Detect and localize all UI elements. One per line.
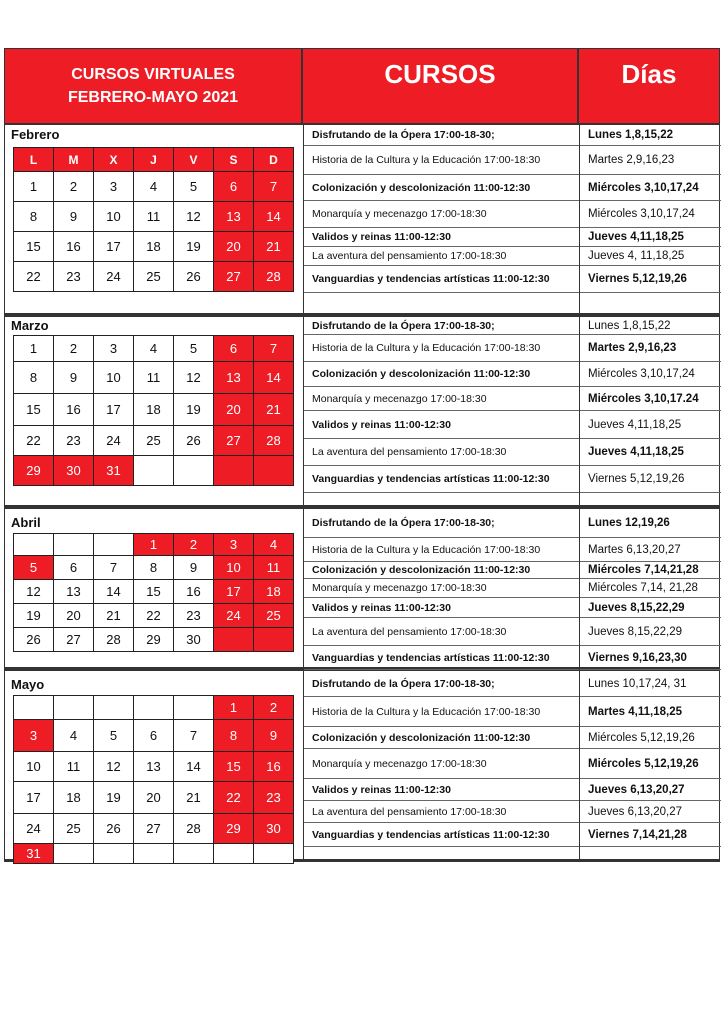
calendar-day: 7 (93, 555, 134, 580)
calendar-day: 10 (213, 555, 254, 580)
calendar-day: 30 (253, 813, 294, 844)
calendar-day: 8 (13, 361, 54, 394)
calendar-day: 26 (173, 261, 214, 292)
calendar-grid (13, 147, 293, 291)
calendar-day: 1 (13, 335, 54, 362)
weekday-header: D (253, 147, 294, 172)
course-name: Colonización y descolonización 11:00-12:30 (304, 562, 579, 579)
calendar-day: 5 (93, 719, 134, 752)
calendar-day: 11 (53, 751, 94, 782)
course-name: Colonización y descolonización 11:00-12:30 (304, 727, 579, 749)
course-days: Martes 6,13,20,27 (580, 538, 721, 562)
calendar-day: 16 (53, 393, 94, 426)
calendar-day: 29 (13, 455, 54, 486)
month-block-febrero (4, 124, 720, 316)
calendar-day: 4 (53, 719, 94, 752)
course-name: Vanguardias y tendencias artísticas 11:00-12:30 (304, 646, 579, 670)
month-name: Mayo (11, 677, 45, 692)
calendar-day: 27 (133, 813, 174, 844)
calendar-day: 22 (213, 781, 254, 814)
course-days: Viernes 9,16,23,30 (580, 646, 721, 670)
course-name: La aventura del pensamiento 17:00-18:30 (304, 247, 579, 266)
calendar-day: 21 (253, 231, 294, 262)
course-name: Disfrutando de la Ópera 17:00-18-30; (304, 125, 579, 146)
calendar-day: 2 (253, 695, 294, 720)
calendar-day: 21 (253, 393, 294, 426)
calendar-day: 19 (13, 603, 54, 628)
calendar-day: 13 (133, 751, 174, 782)
calendar-day: 3 (93, 171, 134, 202)
calendar-empty-cell (173, 695, 214, 720)
calendar-day: 24 (93, 261, 134, 292)
calendar-day: 28 (93, 627, 134, 652)
course-name: Monarquía y mecenazgo 17:00-18:30 (304, 579, 579, 598)
course-days: Miércoles 5,12,19,26 (580, 727, 721, 749)
calendar-day: 12 (173, 201, 214, 232)
course-days: Lunes 10,17,24, 31 (580, 671, 721, 697)
calendar-day: 20 (53, 603, 94, 628)
month-name: Marzo (11, 318, 49, 333)
calendar-day: 25 (53, 813, 94, 844)
calendar-day: 31 (13, 843, 54, 864)
calendar-day: 16 (253, 751, 294, 782)
calendar-day: 18 (53, 781, 94, 814)
course-days: Martes 4,11,18,25 (580, 697, 721, 727)
month-name: Abril (11, 515, 41, 530)
calendar-day: 9 (53, 361, 94, 394)
calendar-day: 16 (53, 231, 94, 262)
course-days: Miércoles 7,14,21,28 (580, 562, 721, 579)
calendar-day: 20 (213, 393, 254, 426)
calendar-day: 28 (253, 425, 294, 456)
course-name: Validos y reinas 11:00-12:30 (304, 411, 579, 439)
calendar-day: 14 (173, 751, 214, 782)
course-name: La aventura del pensamiento 17:00-18:30 (304, 801, 579, 823)
calendar-day: 15 (13, 231, 54, 262)
calendar-day: 15 (213, 751, 254, 782)
course-name: Validos y reinas 11:00-12:30 (304, 779, 579, 801)
course-days: Miércoles 3,10,17.24 (580, 387, 721, 411)
calendar-day: 26 (93, 813, 134, 844)
calendar-day: 10 (93, 361, 134, 394)
course-name: La aventura del pensamiento 17:00-18:30 (304, 618, 579, 646)
calendar-day: 17 (13, 781, 54, 814)
course-days: Viernes 7,14,21,28 (580, 823, 721, 847)
calendar-day: 30 (53, 455, 94, 486)
month-name: Febrero (11, 127, 60, 142)
calendar-day: 27 (213, 425, 254, 456)
course-days: Jueves 4, 11,18,25 (580, 247, 721, 266)
calendar-empty-cell (173, 455, 214, 486)
calendar-day: 23 (253, 781, 294, 814)
course-days: Miércoles 3,10,17,24 (580, 175, 721, 201)
course-days: Lunes 12,19,26 (580, 509, 721, 538)
course-name: Vanguardias y tendencias artísticas 11:00-12:30 (304, 823, 579, 847)
calendar-grid (13, 533, 293, 651)
course-name: Colonización y descolonización 11:00-12:30 (304, 362, 579, 387)
calendar-day: 6 (133, 719, 174, 752)
calendar-day: 8 (13, 201, 54, 232)
course-name: Disfrutando de la Ópera 17:00-18-30; (304, 317, 579, 335)
calendar-day: 20 (133, 781, 174, 814)
calendar-day: 8 (133, 555, 174, 580)
calendar-day: 25 (253, 603, 294, 628)
course-days: Jueves 4,11,18,25 (580, 439, 721, 466)
course-name: La aventura del pensamiento 17:00-18:30 (304, 439, 579, 466)
calendar-day: 13 (213, 201, 254, 232)
course-days: Viernes 5,12,19,26 (580, 266, 721, 293)
calendar-day: 20 (213, 231, 254, 262)
course-days: Miércoles 3,10,17,24 (580, 362, 721, 387)
calendar-day: 19 (93, 781, 134, 814)
month-block-abril (4, 508, 720, 670)
calendar-day: 1 (213, 695, 254, 720)
calendar-day: 22 (13, 261, 54, 292)
calendar-day: 19 (173, 393, 214, 426)
calendar-empty-cell (253, 627, 294, 652)
calendar-day: 11 (133, 201, 174, 232)
course-name: Vanguardias y tendencias artísticas 11:00-12:30 (304, 466, 579, 493)
calendar-day: 13 (53, 579, 94, 604)
calendar-empty-cell (53, 533, 94, 556)
calendar-empty-cell (213, 455, 254, 486)
course-name: Historia de la Cultura y la Educación 17:00-18:30 (304, 538, 579, 562)
calendar-day: 10 (13, 751, 54, 782)
course-days: Martes 2,9,16,23 (580, 146, 721, 175)
calendar-day: 28 (173, 813, 214, 844)
calendar-day: 19 (173, 231, 214, 262)
course-days: Jueves 8,15,22,29 (580, 618, 721, 646)
course-days: Jueves 6,13,20,27 (580, 779, 721, 801)
calendar-day: 14 (253, 201, 294, 232)
course-name: Disfrutando de la Ópera 17:00-18-30; (304, 509, 579, 538)
calendar-day: 15 (133, 579, 174, 604)
calendar-day: 21 (93, 603, 134, 628)
calendar-day: 1 (13, 171, 54, 202)
calendar-day: 25 (133, 261, 174, 292)
calendar-day: 14 (93, 579, 134, 604)
calendar-day: 8 (213, 719, 254, 752)
weekday-header: S (213, 147, 254, 172)
calendar-empty-cell (93, 533, 134, 556)
calendar-day: 24 (93, 425, 134, 456)
course-days: Jueves 4,11,18,25 (580, 411, 721, 439)
calendar-empty-cell (93, 843, 134, 864)
calendar-day: 14 (253, 361, 294, 394)
calendar-day: 7 (253, 335, 294, 362)
month-block-marzo (4, 316, 720, 508)
calendar-day: 23 (53, 261, 94, 292)
calendar-day: 6 (213, 171, 254, 202)
calendar-day: 12 (13, 579, 54, 604)
course-name: Vanguardias y tendencias artísticas 11:00-12:30 (304, 266, 579, 293)
calendar-day: 7 (253, 171, 294, 202)
calendar-day: 5 (173, 171, 214, 202)
calendar-empty-cell (213, 627, 254, 652)
header-title-line2: FEBRERO-MAYO 2021 (67, 89, 239, 106)
course-name: Validos y reinas 11:00-12:30 (304, 228, 579, 247)
weekday-header: J (133, 147, 174, 172)
course-name: Colonización y descolonización 11:00-12:30 (304, 175, 579, 201)
course-name: Historia de la Cultura y la Educación 17:00-18:30 (304, 697, 579, 727)
calendar-day: 30 (173, 627, 214, 652)
calendar-day: 22 (133, 603, 174, 628)
header-title-cell (4, 48, 302, 124)
course-days: Jueves 4,11,18,25 (580, 228, 721, 247)
calendar-day: 29 (133, 627, 174, 652)
calendar-day: 2 (53, 335, 94, 362)
calendar-day: 16 (173, 579, 214, 604)
calendar-day: 27 (213, 261, 254, 292)
calendar-empty-cell (133, 843, 174, 864)
course-name: Validos y reinas 11:00-12:30 (304, 598, 579, 618)
calendar-day: 4 (133, 335, 174, 362)
calendar-day: 18 (133, 231, 174, 262)
course-days: Miércoles 3,10,17,24 (580, 201, 721, 228)
calendar-day: 15 (13, 393, 54, 426)
calendar-empty-cell (13, 695, 54, 720)
calendar-day: 9 (53, 201, 94, 232)
calendar-day: 6 (53, 555, 94, 580)
calendar-day: 2 (53, 171, 94, 202)
calendar-day: 25 (133, 425, 174, 456)
calendar-day: 23 (53, 425, 94, 456)
header-courses-cell (302, 48, 578, 124)
calendar-empty-cell (133, 455, 174, 486)
calendar-day: 31 (93, 455, 134, 486)
course-name: Historia de la Cultura y la Educación 17:00-18:30 (304, 335, 579, 362)
calendar-day: 3 (93, 335, 134, 362)
calendar-day: 28 (253, 261, 294, 292)
calendar-empty-cell (253, 843, 294, 864)
calendar-day: 9 (173, 555, 214, 580)
courses-heading: CURSOS (384, 59, 496, 89)
calendar-day: 24 (213, 603, 254, 628)
course-days: Viernes 5,12,19,26 (580, 466, 721, 493)
calendar-empty-cell (53, 843, 94, 864)
calendar-day: 3 (213, 533, 254, 556)
weekday-header: X (93, 147, 134, 172)
calendar-day: 27 (53, 627, 94, 652)
calendar-empty-cell (93, 695, 134, 720)
course-name: Disfrutando de la Ópera 17:00-18-30; (304, 671, 579, 697)
calendar-day: 3 (13, 719, 54, 752)
calendar-day: 1 (133, 533, 174, 556)
calendar-day: 5 (173, 335, 214, 362)
calendar-day: 10 (93, 201, 134, 232)
course-name: Historia de la Cultura y la Educación 17:00-18:30 (304, 146, 579, 175)
calendar-day: 9 (253, 719, 294, 752)
course-days: Martes 2,9,16,23 (580, 335, 721, 362)
calendar-day: 12 (93, 751, 134, 782)
course-days: Miércoles 7,14, 21,28 (580, 579, 721, 598)
calendar-day: 29 (213, 813, 254, 844)
calendar-empty-cell (173, 843, 214, 864)
calendar-day: 17 (213, 579, 254, 604)
calendar-grid (13, 695, 293, 863)
course-name: Monarquía y mecenazgo 17:00-18:30 (304, 749, 579, 779)
calendar-day: 11 (133, 361, 174, 394)
course-name: Monarquía y mecenazgo 17:00-18:30 (304, 201, 579, 228)
calendar-grid (13, 335, 293, 485)
calendar-day: 17 (93, 231, 134, 262)
course-days: Lunes 1,8,15,22 (580, 317, 721, 335)
calendar-empty-cell (133, 695, 174, 720)
calendar-day: 18 (253, 579, 294, 604)
calendar-day: 5 (13, 555, 54, 580)
weekday-header: V (173, 147, 214, 172)
calendar-day: 26 (13, 627, 54, 652)
course-days: Lunes 1,8,15,22 (580, 125, 721, 146)
header-days-cell (578, 48, 720, 124)
calendar-empty-cell (53, 695, 94, 720)
month-block-mayo (4, 670, 720, 862)
calendar-day: 23 (173, 603, 214, 628)
calendar-day: 12 (173, 361, 214, 394)
days-heading: Días (621, 59, 677, 89)
calendar-day: 13 (213, 361, 254, 394)
calendar-day: 22 (13, 425, 54, 456)
calendar-day: 7 (173, 719, 214, 752)
calendar-empty-cell (253, 455, 294, 486)
header-title-line1: CURSOS VIRTUALES (71, 66, 235, 83)
calendar-day: 4 (133, 171, 174, 202)
calendar-day: 21 (173, 781, 214, 814)
weekday-header: L (13, 147, 54, 172)
calendar-day: 18 (133, 393, 174, 426)
course-days: Jueves 8,15,22,29 (580, 598, 721, 618)
calendar-day: 4 (253, 533, 294, 556)
calendar-day: 17 (93, 393, 134, 426)
calendar-day: 11 (253, 555, 294, 580)
calendar-day: 24 (13, 813, 54, 844)
calendar-day: 26 (173, 425, 214, 456)
calendar-empty-cell (213, 843, 254, 864)
course-days: Miércoles 5,12,19,26 (580, 749, 721, 779)
course-days: Jueves 6,13,20,27 (580, 801, 721, 823)
course-name: Monarquía y mecenazgo 17:00-18:30 (304, 387, 579, 411)
calendar-day: 2 (173, 533, 214, 556)
weekday-header: M (53, 147, 94, 172)
calendar-empty-cell (13, 533, 54, 556)
calendar-day: 6 (213, 335, 254, 362)
